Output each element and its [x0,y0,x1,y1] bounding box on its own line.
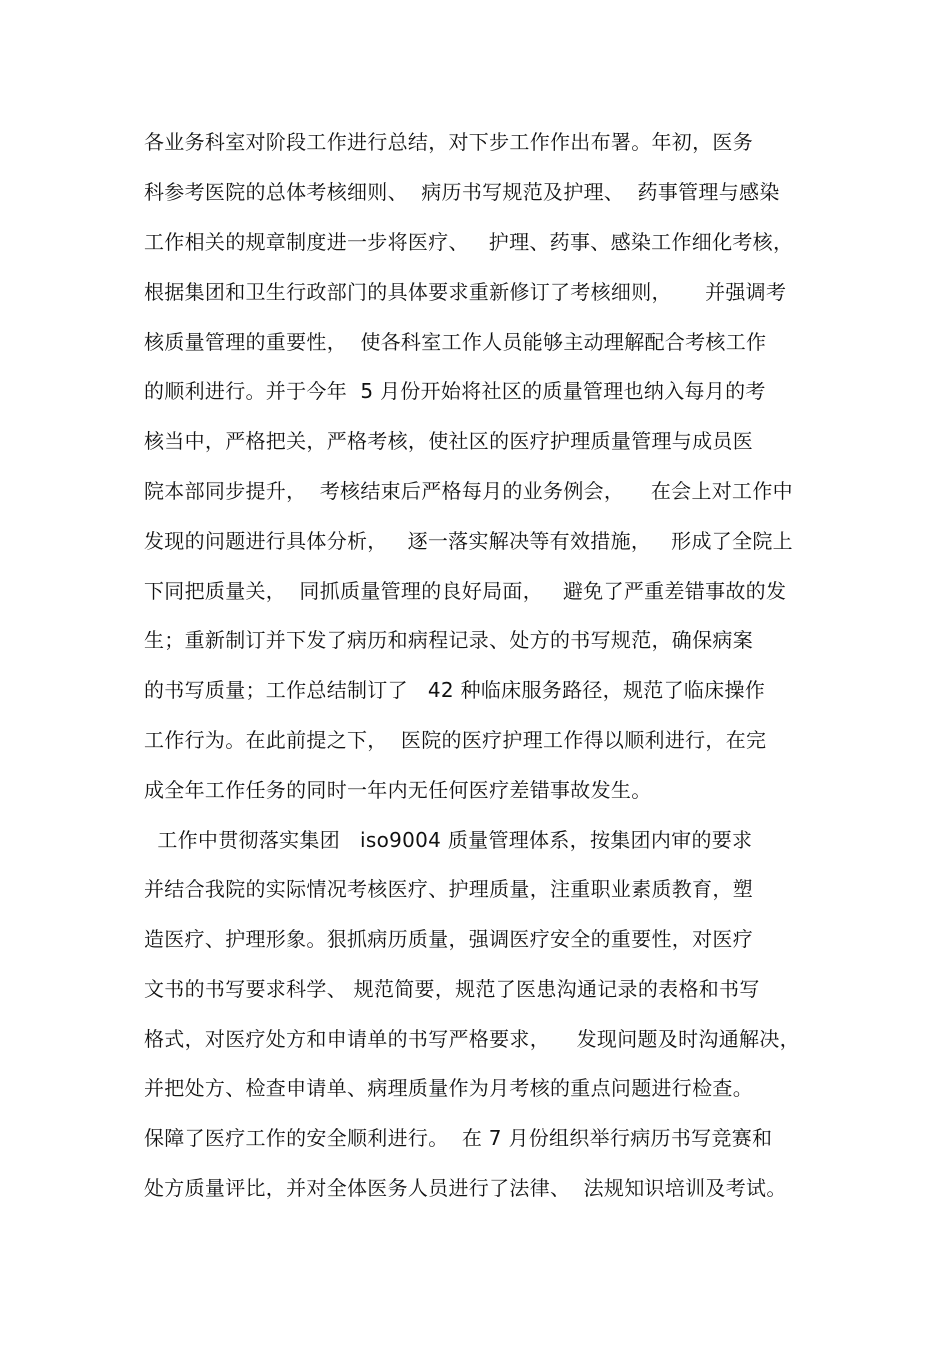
text-line: 各业务科室对阶段工作进行总结，对下步工作作出布署。年初，医务 [144,130,753,154]
text-line: 并结合我院的实际情况考核医疗、护理质量，注重职业素质教育，塑 [144,877,753,901]
text-line: 发现的问题进行具体分析， 逐一落实解决等有效措施， 形成了全院上 [144,529,793,553]
text-line: 科参考医院的总体考核细则、 病历书写规范及护理、 药事管理与感染 [144,180,780,204]
text-line: 工作中贯彻落实集团 iso9004 质量管理体系，按集团内审的要求 [144,828,753,852]
text-line: 造医疗、护理形象。狠抓病历质量，强调医疗安全的重要性，对医疗 [144,927,753,951]
text-line: 格式，对医疗处方和申请单的书写严格要求， 发现问题及时沟通解决， [144,1027,800,1051]
text-line: 下同把质量关， 同抓质量管理的良好局面， 避免了严重差错事故的发 [144,579,787,603]
text-line: 处方质量评比，并对全体医务人员进行了法律、 法规知识培训及考试。 [144,1176,787,1200]
text-line: 工作行为。在此前提之下， 医院的医疗护理工作得以顺利进行，在完 [144,728,767,752]
text-line: 保障了医疗工作的安全顺利进行。 在 7 月份组织举行病历书写竞赛和 [144,1126,773,1150]
text-line: 根据集团和卫生行政部门的具体要求重新修订了考核细则， 并强调考 [144,280,787,304]
text-line: 工作相关的规章制度进一步将医疗、 护理、药事、感染工作细化考核， [144,230,794,254]
text-line: 的书写质量；工作总结制订了 42 种临床服务路径，规范了临床操作 [144,678,766,702]
text-line: 文书的书写要求科学、 规范简要，规范了医患沟通记录的表格和书写 [144,977,760,1001]
text-line: 的顺利进行。并于今年 5 月份开始将社区的质量管理也纳入每月的考 [144,379,766,403]
text-line: 核质量管理的重要性， 使各科室工作人员能够主动理解配合考核工作 [144,330,767,354]
text-line: 并把处方、检查申请单、病理质量作为月考核的重点问题进行检查。 [144,1076,753,1100]
text-line: 院本部同步提升， 考核结束后严格每月的业务例会， 在会上对工作中 [144,479,793,503]
text-line: 生；重新制订并下发了病历和病程记录、处方的书写规范，确保病案 [144,628,753,652]
text-line: 成全年工作任务的同时一年内无任何医疗差错事故发生。 [144,778,652,802]
text-line: 核当中，严格把关，严格考核，使社区的医疗护理质量管理与成员医 [144,429,753,453]
